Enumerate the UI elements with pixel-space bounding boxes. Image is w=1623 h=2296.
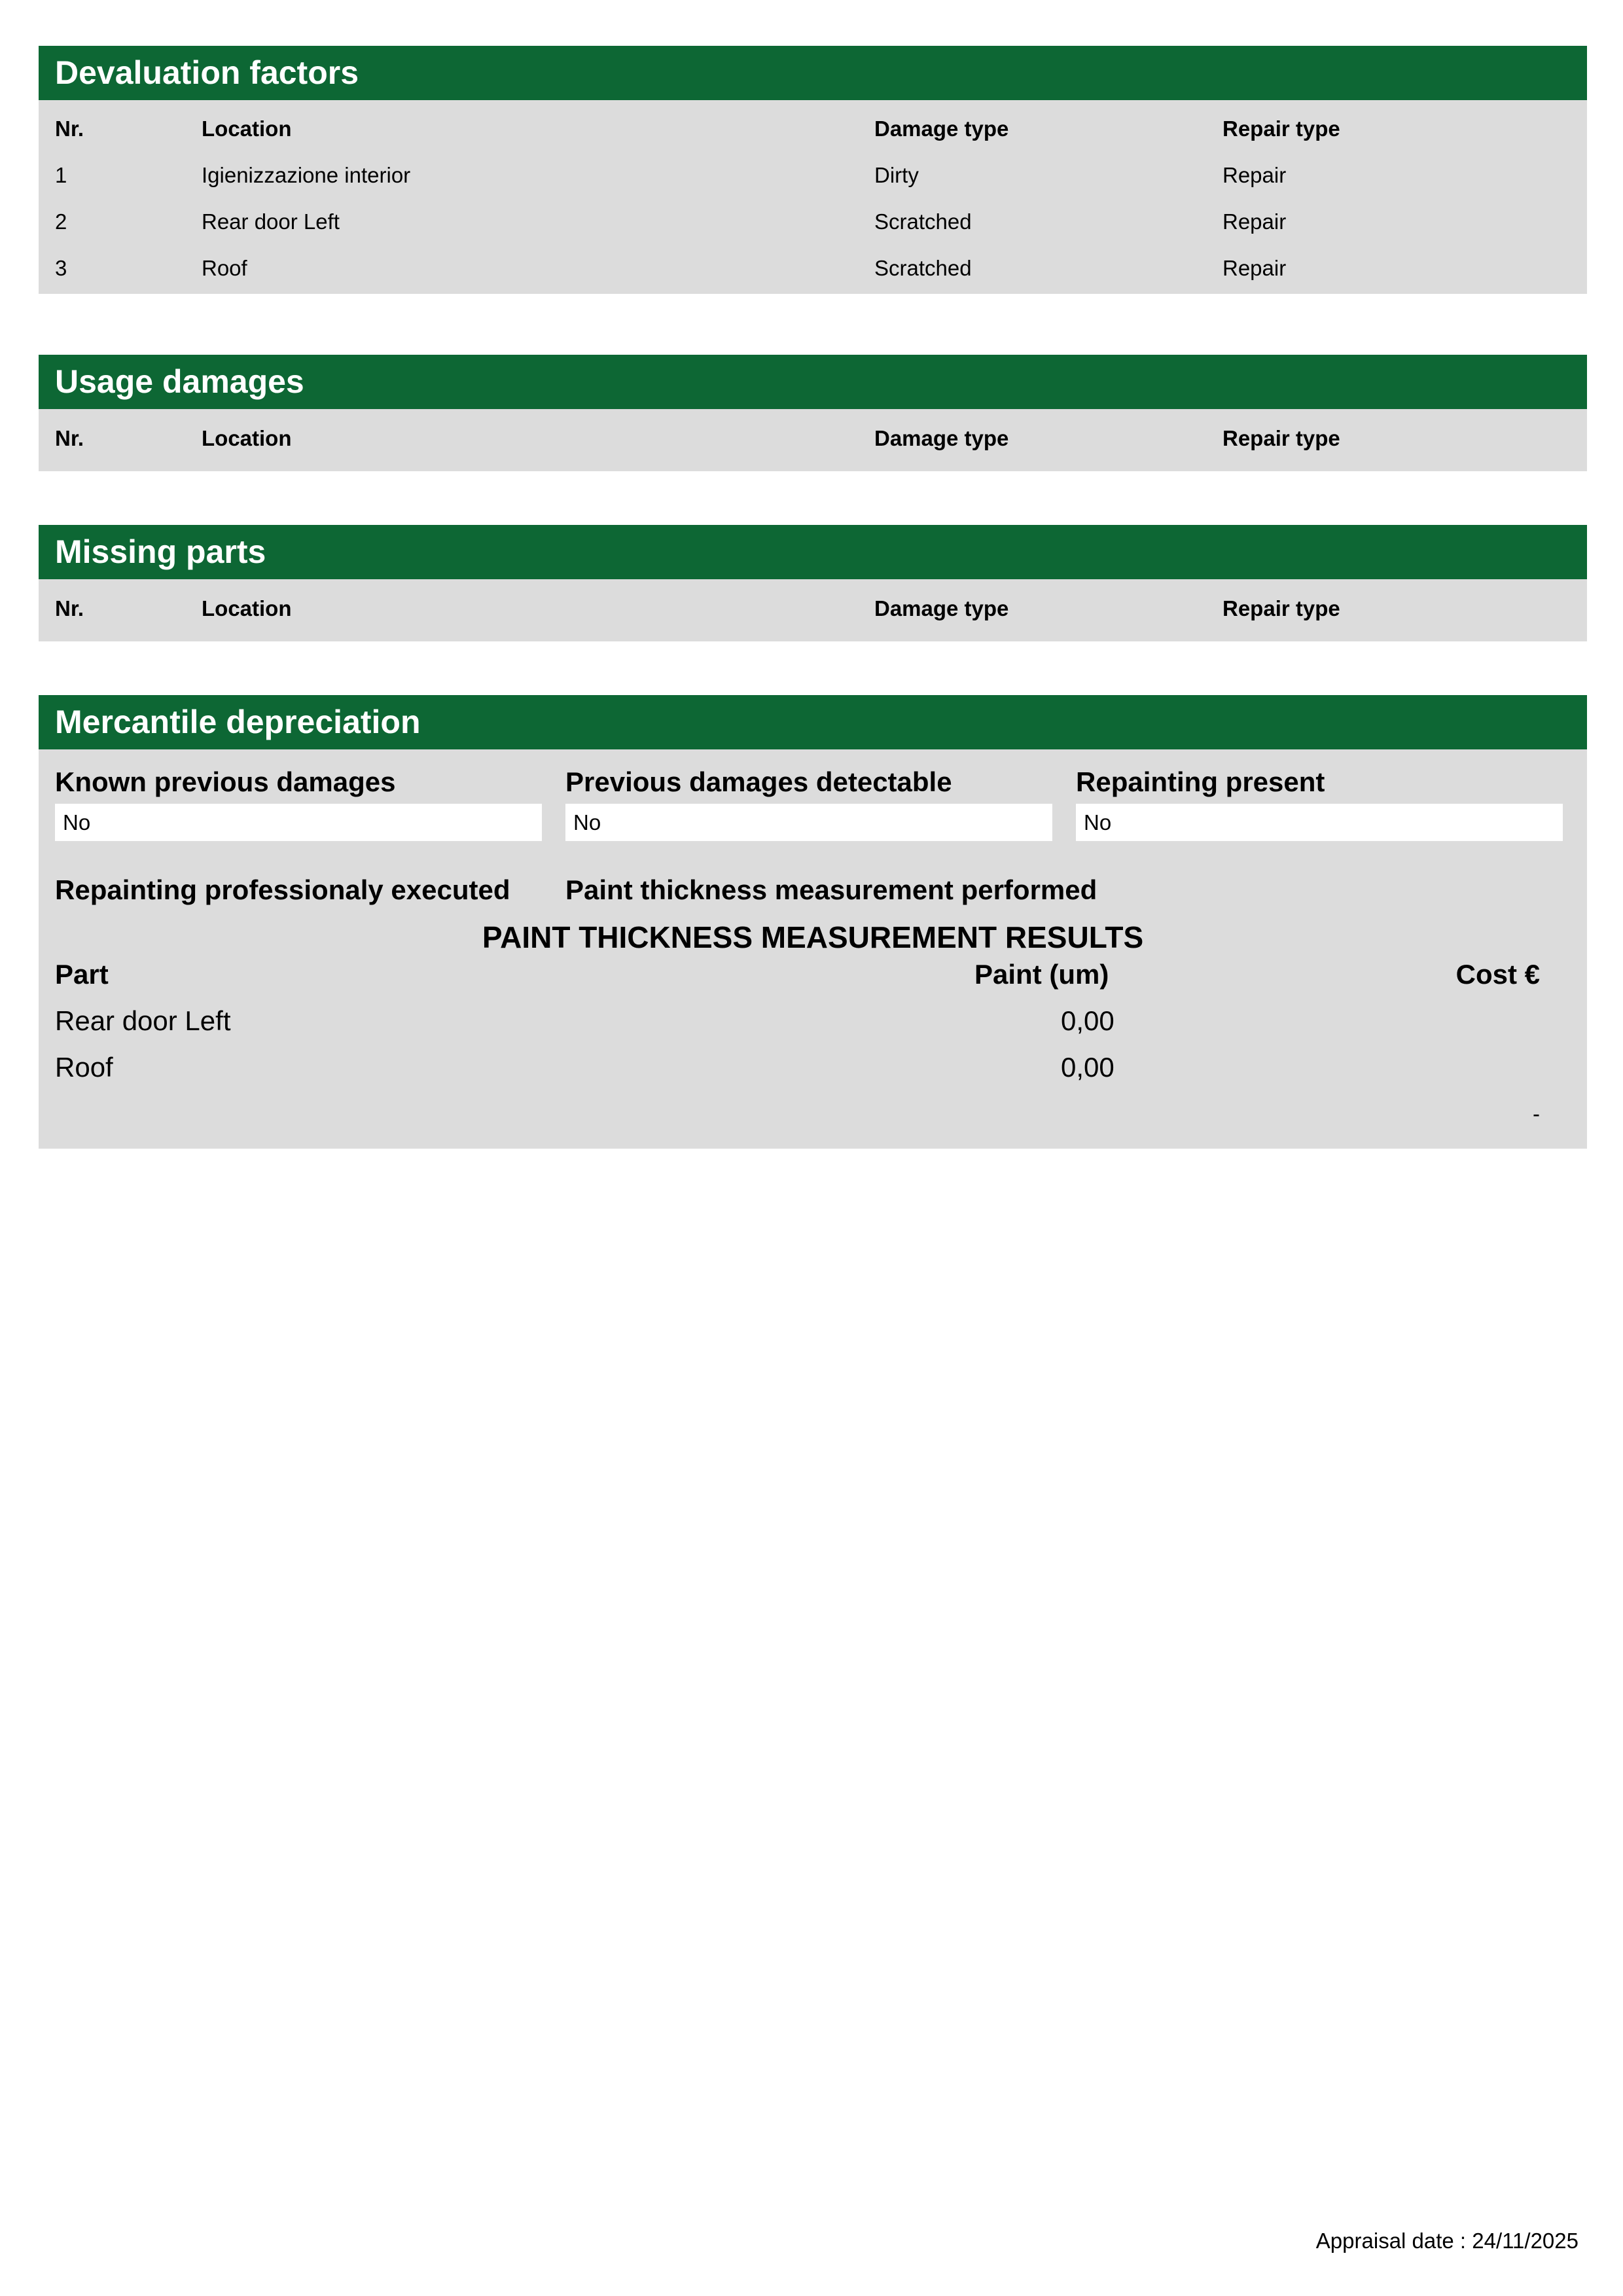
results-total-row (39, 1090, 1587, 1137)
header-repair-type: Repair type (1222, 426, 1340, 450)
devaluation-factors-section (39, 46, 1587, 294)
repainting-present-label: Repainting present (1076, 766, 1325, 797)
results-header-cost: Cost € (1455, 959, 1540, 990)
header-repair-type: Repair type (1222, 596, 1340, 620)
header-nr: Nr. (55, 596, 84, 620)
results-row (39, 997, 1587, 1044)
repainting-professional-label: Repainting professionaly executed (55, 874, 510, 905)
devaluation-factors-title: Devaluation factors (39, 46, 1587, 100)
row-repair-type: Repair (1222, 256, 1287, 280)
row-damage-type: Scratched (874, 209, 972, 234)
row-location: Igienizzazione interior (202, 163, 411, 187)
table-header-row (39, 585, 1587, 632)
row-repair-type: Repair (1222, 209, 1287, 234)
repainting-present-field: No (1076, 804, 1563, 841)
results-header-part: Part (55, 959, 109, 990)
mercantile-depreciation-body (39, 749, 1587, 1149)
known-previous-damages-label: Known previous damages (55, 766, 396, 797)
header-location: Location (202, 117, 292, 141)
mercantile-depreciation-title: Mercantile depreciation (39, 695, 1587, 749)
header-damage-type: Damage type (874, 117, 1009, 141)
table-header-row (39, 415, 1587, 461)
table-row (39, 152, 1587, 198)
row-nr: 3 (55, 256, 67, 280)
paint-thickness-results-title: PAINT THICKNESS MEASUREMENT RESULTS (482, 920, 1144, 954)
row-location: Rear door Left (202, 209, 340, 234)
header-damage-type: Damage type (874, 596, 1009, 620)
results-header-paint: Paint (um) (974, 959, 1109, 990)
usage-damages-title: Usage damages (39, 355, 1587, 409)
results-paint: 0,00 (1061, 1005, 1115, 1036)
header-damage-type: Damage type (874, 426, 1009, 450)
header-nr: Nr. (55, 426, 84, 450)
row-nr: 1 (55, 163, 67, 187)
previous-damages-detectable-label: Previous damages detectable (565, 766, 952, 797)
header-repair-type: Repair type (1222, 117, 1340, 141)
missing-parts-title: Missing parts (39, 525, 1587, 579)
paint-thickness-performed-label: Paint thickness measurement performed (565, 874, 1097, 905)
results-header-row (39, 951, 1587, 997)
row-nr: 2 (55, 209, 67, 234)
results-part: Rear door Left (55, 1005, 231, 1036)
appraisal-date: Appraisal date : 24/11/2025 (1315, 2229, 1578, 2253)
row-location: Roof (202, 256, 247, 280)
table-header-row (39, 105, 1587, 152)
header-nr: Nr. (55, 117, 84, 141)
mercantile-depreciation-section (39, 695, 1587, 1149)
previous-damages-detectable-field: No (565, 804, 1052, 841)
devaluation-factors-table (39, 100, 1587, 294)
known-previous-damages-field: No (55, 804, 542, 841)
results-part: Roof (55, 1052, 113, 1083)
row-damage-type: Scratched (874, 256, 972, 280)
results-paint: 0,00 (1061, 1052, 1115, 1083)
usage-damages-section (39, 355, 1587, 471)
results-total-cost: - (1533, 1102, 1540, 1126)
missing-parts-section (39, 525, 1587, 641)
missing-parts-table (39, 579, 1587, 641)
usage-damages-table (39, 409, 1587, 471)
header-location: Location (202, 426, 292, 450)
results-row (39, 1044, 1587, 1090)
header-location: Location (202, 596, 292, 620)
table-row (39, 245, 1587, 291)
row-damage-type: Dirty (874, 163, 919, 187)
row-repair-type: Repair (1222, 163, 1287, 187)
table-row (39, 198, 1587, 245)
